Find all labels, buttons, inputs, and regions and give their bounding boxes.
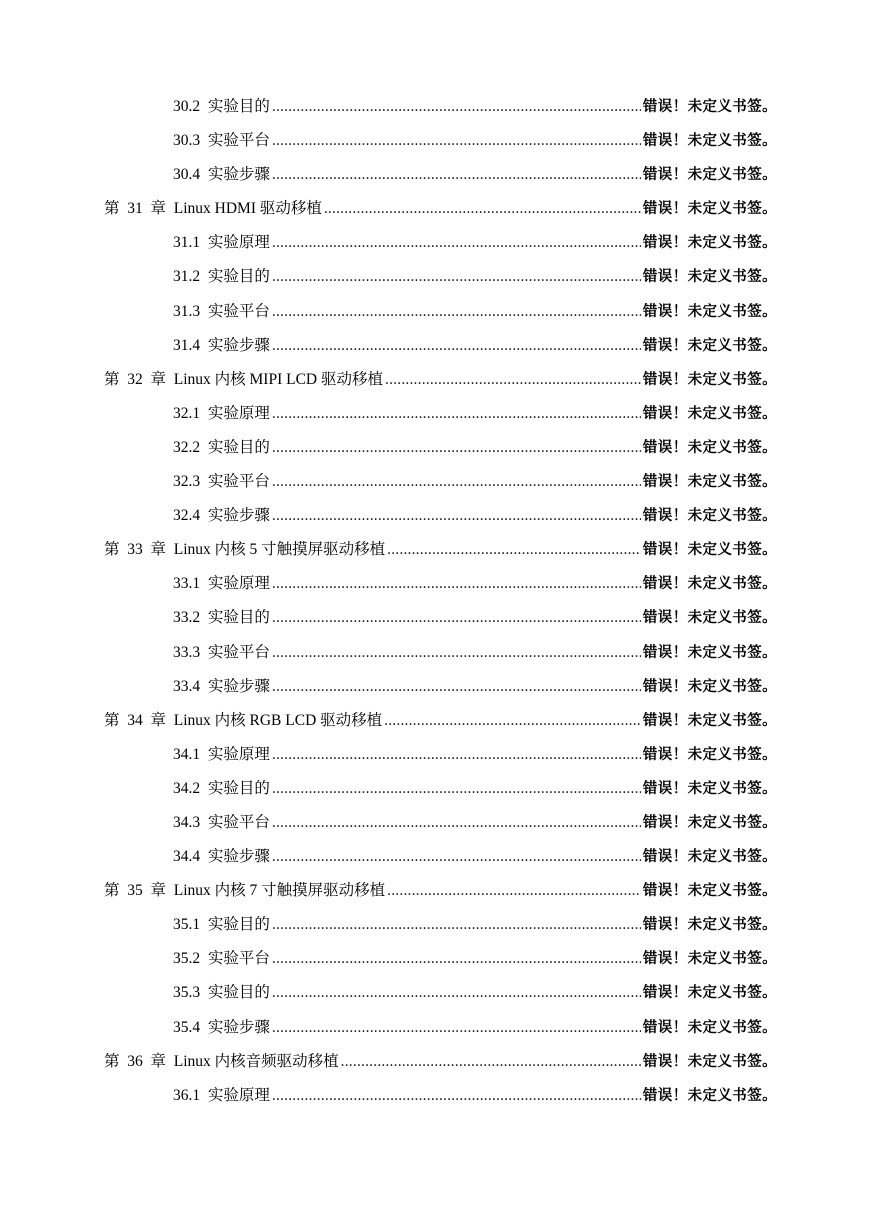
page-reference-error: 错误！未定义书签。: [642, 99, 777, 115]
toc-section-entry[interactable]: [0, 403, 869, 437]
toc-entry-line: [104, 710, 777, 732]
toc-section-entry[interactable]: [0, 96, 869, 130]
toc-entry-line: [173, 335, 777, 357]
dot-leader: [272, 130, 641, 152]
page-reference-error: 错误！未定义书签。: [642, 917, 777, 934]
page-reference-error: 错误！未定义书签。: [642, 201, 777, 218]
toc-entry-title: 35.4 实验步骤: [173, 1018, 270, 1036]
toc-entry-line: [173, 914, 777, 936]
toc-entry-title: 第 33 章 Linux 内核 5 寸触摸屏驱动移植: [104, 541, 386, 559]
toc-section-entry[interactable]: [0, 437, 869, 471]
toc-entry-line: [173, 573, 777, 595]
dot-leader: [272, 266, 641, 288]
toc-chapter-entry[interactable]: [0, 539, 869, 573]
toc-entry-line: [173, 266, 777, 288]
toc-section-entry[interactable]: [0, 642, 869, 676]
page-reference-error: 错误！未定义书签。: [642, 269, 777, 286]
toc-entry-title: 30.3 实验平台: [173, 132, 270, 150]
toc-entry-line: [173, 607, 777, 629]
toc-chapter-entry[interactable]: [0, 880, 869, 914]
toc-entry-line: [173, 982, 777, 1004]
toc-entry-title: 33.3 实验平台: [173, 643, 270, 661]
dot-leader: [272, 164, 641, 186]
toc-section-entry[interactable]: [0, 846, 869, 880]
page-reference-error: 错误！未定义书签。: [642, 439, 777, 456]
page-reference-error: 错误！未定义书签。: [642, 883, 777, 900]
toc-entry-title: 34.1 实验原理: [173, 745, 270, 763]
toc-entry-title: 33.1 实验原理: [173, 575, 270, 593]
toc-section-entry[interactable]: [0, 607, 869, 641]
toc-entry-title: 36.1 实验原理: [173, 1086, 270, 1104]
page-reference-error: 错误！未定义书签。: [642, 951, 777, 968]
toc-section-entry[interactable]: [0, 471, 869, 505]
toc-entry-title: 31.3 实验平台: [173, 302, 270, 320]
page-reference-error: 错误！未定义书签。: [642, 542, 777, 559]
toc-entry-title: 33.2 实验目的: [173, 609, 270, 627]
toc-section-entry[interactable]: [0, 744, 869, 778]
toc-entry-title: 34.4 实验步骤: [173, 848, 270, 866]
toc-entry-line: [173, 96, 777, 118]
toc-entry-title: 第 31 章 Linux HDMI 驱动移植: [104, 200, 322, 218]
page-reference-error: 错误！未定义书签。: [642, 235, 777, 252]
toc-section-entry[interactable]: [0, 164, 869, 198]
toc-entry-title: 31.1 实验原理: [173, 234, 270, 252]
toc-entry-line: [104, 880, 777, 902]
page-reference-error: 错误！未定义书签。: [642, 167, 777, 184]
dot-leader: [272, 642, 641, 664]
toc-entry-title: 第 35 章 Linux 内核 7 寸触摸屏驱动移植: [104, 882, 386, 900]
page-reference-error: 错误！未定义书签。: [642, 814, 777, 831]
dot-leader: [272, 812, 641, 834]
toc-entry-title: 31.2 实验目的: [173, 268, 270, 286]
dot-leader: [272, 403, 641, 425]
toc-entry-title: 34.3 实验平台: [173, 813, 270, 831]
toc-entry-title: 第 36 章 Linux 内核音频驱动移植: [104, 1052, 339, 1070]
toc-entry-line: [173, 676, 777, 698]
page-reference-error: 错误！未定义书签。: [642, 337, 777, 354]
dot-leader: [272, 335, 641, 357]
dot-leader: [387, 539, 641, 561]
toc-entry-line: [104, 539, 777, 561]
toc-entry-title: 32.1 实验原理: [173, 404, 270, 422]
page-reference-error: 错误！未定义书签。: [642, 474, 777, 491]
toc-entry-line: [173, 846, 777, 868]
toc-chapter-entry[interactable]: [0, 1051, 869, 1085]
toc-entry-title: 35.2 实验平台: [173, 950, 270, 968]
toc-entry-title: 30.2 实验目的: [173, 98, 270, 115]
toc-entry-line: [173, 744, 777, 766]
toc-entry-line: [173, 437, 777, 459]
dot-leader: [272, 846, 641, 868]
toc-entry-title: 33.4 实验步骤: [173, 677, 270, 695]
toc-section-entry[interactable]: [0, 301, 869, 335]
table-of-contents: [0, 96, 869, 1119]
toc-section-entry[interactable]: [0, 948, 869, 982]
page-reference-error: 错误！未定义书签。: [642, 712, 777, 729]
dot-leader: [272, 1017, 641, 1039]
toc-section-entry[interactable]: [0, 1085, 869, 1119]
toc-entry-line: [173, 471, 777, 493]
page-reference-error: 错误！未定义书签。: [642, 678, 777, 695]
toc-entry-line: [173, 130, 777, 152]
toc-entry-title: 第 32 章 Linux 内核 MIPI LCD 驱动移植: [104, 370, 384, 388]
dot-leader: [272, 1085, 641, 1107]
toc-entry-line: [173, 232, 777, 254]
page-reference-error: 错误！未定义书签。: [642, 610, 777, 627]
dot-leader: [387, 880, 641, 902]
toc-entry-line: [104, 369, 777, 391]
toc-entry-line: [173, 403, 777, 425]
toc-section-entry[interactable]: [0, 1017, 869, 1051]
toc-entry-line: [173, 778, 777, 800]
toc-entry-line: [104, 1051, 777, 1073]
toc-chapter-entry[interactable]: [0, 710, 869, 744]
dot-leader: [272, 573, 641, 595]
toc-section-entry[interactable]: [0, 676, 869, 710]
toc-entry-title: 31.4 实验步骤: [173, 336, 270, 354]
page-reference-error: 错误！未定义书签。: [642, 985, 777, 1002]
toc-section-entry[interactable]: [0, 266, 869, 300]
dot-leader: [272, 982, 641, 1004]
toc-entry-title: 32.3 实验平台: [173, 473, 270, 491]
page-reference-error: 错误！未定义书签。: [642, 576, 777, 593]
dot-leader: [272, 96, 641, 118]
toc-section-entry[interactable]: [0, 812, 869, 846]
page-reference-error: 错误！未定义书签。: [642, 849, 777, 866]
toc-entry-line: [173, 1085, 777, 1107]
toc-chapter-entry[interactable]: [0, 369, 869, 403]
toc-entry-title: 34.2 实验目的: [173, 779, 270, 797]
toc-entry-title: 35.1 实验目的: [173, 916, 270, 934]
dot-leader: [272, 505, 641, 527]
toc-entry-line: [173, 164, 777, 186]
dot-leader: [272, 437, 641, 459]
page-reference-error: 错误！未定义书签。: [642, 508, 777, 525]
dot-leader: [341, 1051, 641, 1073]
toc-entry-title: 35.3 实验目的: [173, 984, 270, 1002]
page-reference-error: 错误！未定义书签。: [642, 644, 777, 661]
dot-leader: [272, 914, 641, 936]
page-reference-error: 错误！未定义书签。: [642, 303, 777, 320]
page-reference-error: 错误！未定义书签。: [642, 371, 777, 388]
page-reference-error: 错误！未定义书签。: [642, 405, 777, 422]
toc-entry-title: 第 34 章 Linux 内核 RGB LCD 驱动移植: [104, 711, 383, 729]
toc-section-entry[interactable]: [0, 982, 869, 1016]
page-reference-error: 错误！未定义书签。: [642, 746, 777, 763]
page-reference-error: 错误！未定义书签。: [642, 1087, 777, 1104]
toc-entry-line: [104, 198, 777, 220]
toc-section-entry[interactable]: [0, 232, 869, 266]
dot-leader: [272, 301, 641, 323]
dot-leader: [385, 369, 641, 391]
dot-leader: [384, 710, 641, 732]
toc-entry-line: [173, 948, 777, 970]
dot-leader: [272, 607, 641, 629]
dot-leader: [324, 198, 641, 220]
dot-leader: [272, 232, 641, 254]
dot-leader: [272, 948, 641, 970]
toc-section-entry[interactable]: [0, 505, 869, 539]
page-reference-error: 错误！未定义书签。: [642, 1053, 777, 1070]
page-reference-error: 错误！未定义书签。: [642, 1019, 777, 1036]
toc-entry-line: [173, 505, 777, 527]
page-reference-error: 错误！未定义书签。: [642, 133, 777, 150]
toc-entry-line: [173, 812, 777, 834]
toc-entry-title: 30.4 实验步骤: [173, 166, 270, 184]
toc-entry-title: 32.2 实验目的: [173, 438, 270, 456]
toc-section-entry[interactable]: [0, 914, 869, 948]
dot-leader: [272, 744, 641, 766]
page-reference-error: 错误！未定义书签。: [642, 780, 777, 797]
dot-leader: [272, 471, 641, 493]
toc-entry-line: [173, 301, 777, 323]
toc-section-entry[interactable]: [0, 130, 869, 164]
toc-chapter-entry[interactable]: [0, 198, 869, 232]
toc-entry-title: 32.4 实验步骤: [173, 507, 270, 525]
dot-leader: [272, 676, 641, 698]
toc-section-entry[interactable]: [0, 335, 869, 369]
toc-section-entry[interactable]: [0, 778, 869, 812]
dot-leader: [272, 778, 641, 800]
toc-entry-line: [173, 1017, 777, 1039]
toc-section-entry[interactable]: [0, 573, 869, 607]
toc-entry-line: [173, 642, 777, 664]
